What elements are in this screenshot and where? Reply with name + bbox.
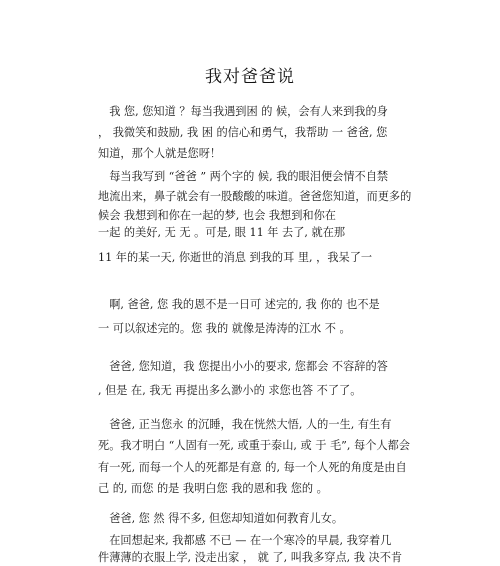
paragraph-line: 爸爸, 您知道，我 您提出小小的要求, 您都会 不容辞的答 <box>98 360 388 373</box>
paragraph-line: 候会 我想到和你在一起的梦, 也会 我想到和你在 <box>98 209 336 222</box>
paragraph-line: 有一死, 而每一个人的死都是有意 的, 每一个人死的角度是由自 <box>98 461 407 474</box>
paragraph-line: , 但是 在, 我无 再提出多么渺小的 求您也答 不了了。 <box>98 384 362 397</box>
paragraph-line: 每当我写到 “爸爸 ” 两个字的 候, 我的眼泪便会情不自禁 <box>98 170 389 183</box>
paragraph-line: 在回想起来, 我都感 不已 — 在一个寒冷的早晨, 我穿着几 <box>98 534 392 547</box>
paragraph-line: ， 我微笑和鼓励, 我 困 的信心和勇气，我帮助 一 爸爸, 您 <box>98 126 388 139</box>
paragraph-line: 知道，那个人就是您呀！ <box>98 147 222 160</box>
paragraph-line: 死。我才明白 “人固有一死, 或重于泰山, 或 于 毛”, 每个人都会 <box>98 439 410 452</box>
paragraph-line: 一 可以叙述完的。您 我的 就像是涛涛的江水 不 。 <box>98 322 351 335</box>
paragraph-line: 啊, 爸爸, 您 我的恩不是一日可 述完的, 我 你的 也不是 <box>98 298 380 311</box>
paragraph-line: 我 您, 您知道 ？每当我遇到困 的 候，会有人来到我的身 <box>98 105 388 118</box>
paragraph-line: 11 年的某一天, 你逝世的消息 到我的耳 里, ，我呆了一 <box>98 251 373 264</box>
paragraph-line: 爸爸, 您 然 得不多, 但您却知道如何教育儿女。 <box>98 512 344 525</box>
document-title: 我对爸爸说 <box>205 67 295 87</box>
paragraph-line: 一起 的美好, 无 无 。可是, 眼 11 年 去了, 就在那 <box>98 226 346 239</box>
paragraph-line: 地流出来，鼻子就会有一股酸酸的味道。爸爸您知道，而更多的 <box>98 190 412 203</box>
paragraph-line: 爸爸, 正当您永 的沉睡，我在恍然大悟, 人的一生, 有生有 <box>98 418 392 431</box>
paragraph-line: 件薄薄的衣服上学, 没走出家 ， 就 了, 叫我多穿点, 我 决不肯 <box>98 551 403 564</box>
paragraph-line: 己 的, 而您 的是 我明白您 我的恩和我 您的 。 <box>98 482 328 495</box>
